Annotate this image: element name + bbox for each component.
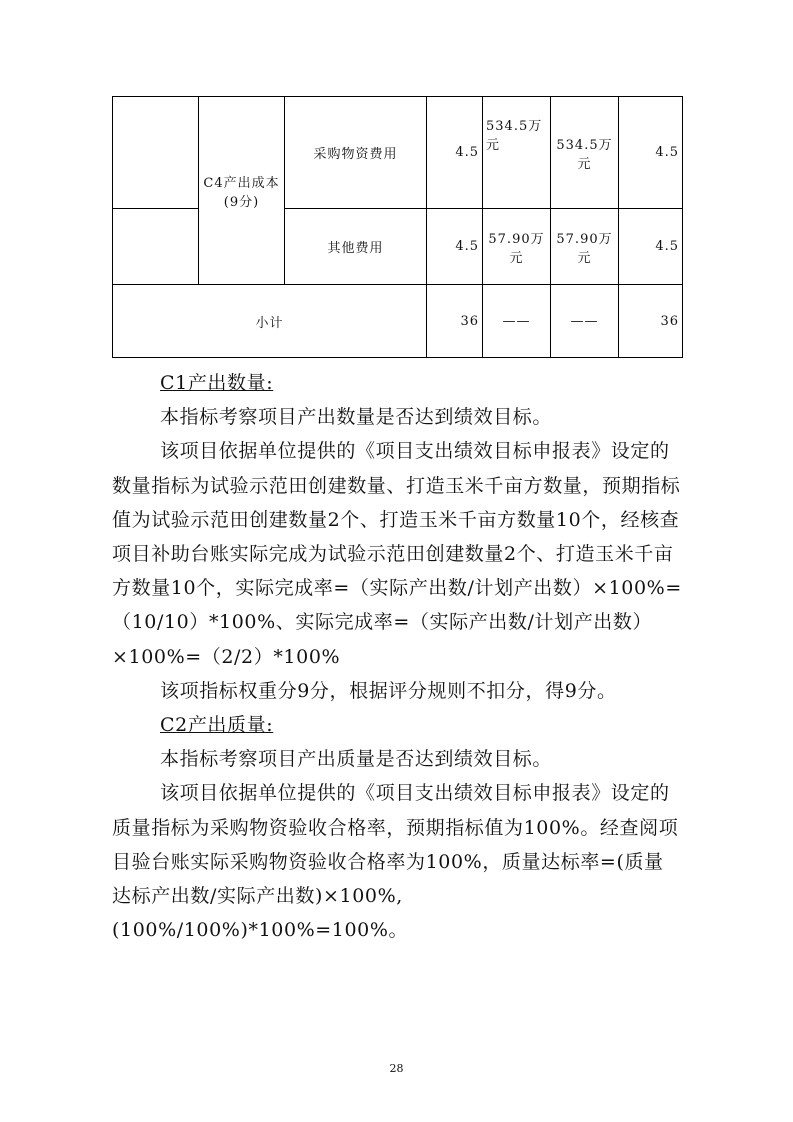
score-cell: 4.5 — [619, 97, 683, 209]
section-heading: C2产出质量: — [160, 714, 274, 737]
paragraph: 该项目依据单位提供的《项目支出绩效目标申报表》设定的质量指标为采购物资验收合格率，预期指标值为100%。经查阅项目验台账实际采购物资验收合格率为100%，质量达标率=(质量达标产出数/实际产出数)×100%,(100%/100%)*100%=100%。 — [112, 782, 679, 942]
paragraph: 该项指标权重分9分，根据评分规则不扣分，得9分。 — [160, 679, 617, 702]
table-row — [113, 209, 683, 285]
target-value: 534.5万元 — [486, 119, 543, 153]
subtotal-label: 小计 — [113, 285, 427, 358]
table-row — [113, 97, 683, 209]
target-cell: 57.90万元 — [483, 209, 551, 285]
target-cell — [483, 97, 551, 209]
page-number: 28 — [389, 1062, 404, 1075]
paragraph: 该项目依据单位提供的《项目支出绩效目标申报表》设定的数量指标为试验示范田创建数量、打造玉米千亩方数量，预期指标值为试验示范田创建数量2个、打造玉米千亩方数量10个，经核查项目补助台账实际完成为试验示范田创建数量2个、打造玉米千亩方数量10个，实际完成率=（实际产出数/计划产出数）×100%=（10/10）*100%、实际完成率=（实际产出数/计划产出数）×100%=（2/2）*100% — [112, 440, 682, 668]
weight-cell: 4.5 — [427, 97, 483, 209]
subtotal-actual: —— — [551, 285, 619, 358]
subtotal-weight: 36 — [427, 285, 483, 358]
section-heading: C1产出数量: — [160, 372, 274, 394]
item-cell: 采购物资费用 — [285, 97, 427, 209]
subtotal-score: 36 — [619, 285, 683, 358]
group-label-cell: C4产出成本(9分) — [199, 97, 285, 285]
paragraph: 本指标考察项目产出数量是否达到绩效目标。 — [160, 406, 553, 429]
score-cell: 4.5 — [619, 209, 683, 285]
subtotal-target: —— — [483, 285, 551, 358]
subtotal-row — [113, 285, 683, 358]
body-text — [112, 366, 682, 947]
weight-cell: 4.5 — [427, 209, 483, 285]
empty-cell — [113, 97, 199, 209]
actual-cell: 57.90万元 — [551, 209, 619, 285]
actual-cell: 534.5万元 — [551, 97, 619, 209]
paragraph: 本指标考察项目产出质量是否达到绩效目标。 — [160, 748, 553, 771]
cost-table — [112, 96, 683, 358]
item-cell: 其他费用 — [285, 209, 427, 285]
empty-cell — [113, 209, 199, 285]
